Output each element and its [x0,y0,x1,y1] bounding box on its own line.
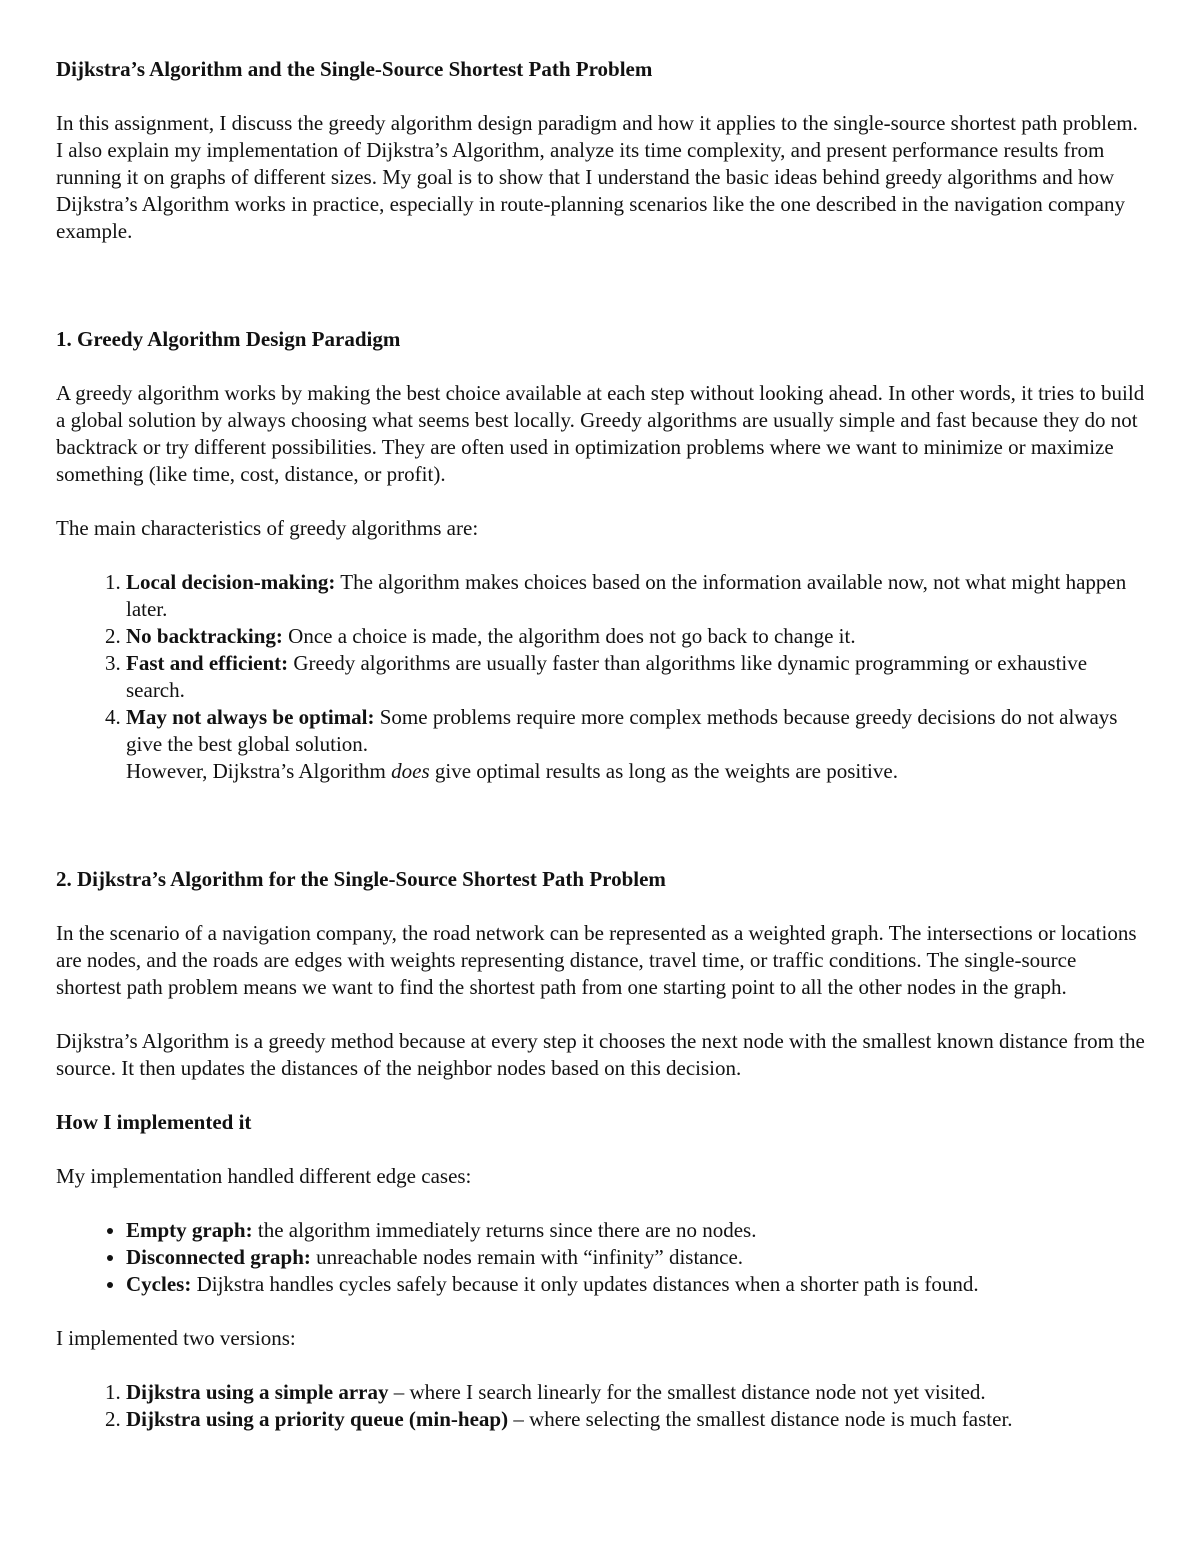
list-item [126,650,1146,704]
list-item [126,1271,1146,1298]
list-item-label: Disconnected graph: [126,1245,311,1269]
list-item [126,704,1146,785]
section-1-heading: 1. Greedy Algorithm Design Paradigm [56,327,401,351]
list-item-text: Some problems require more complex methods because greedy decisions do not always give the best global solution. [126,705,1118,756]
list-item [126,1379,1146,1406]
note-text-emphasis: does [391,759,430,783]
list-item-label: Local decision-making: [126,570,336,594]
list-item-text: – where I search linearly for the smallest distance node not yet visited. [388,1380,986,1404]
implementation-versions-list [56,1379,1146,1433]
section-1-paragraph-2: The main characteristics of greedy algorithms are: [56,516,479,540]
edge-cases-list [56,1217,1146,1298]
list-item-text: – where selecting the smallest distance node is much faster. [508,1407,1013,1431]
intro-paragraph: In this assignment, I discuss the greedy algorithm design paradigm and how it applies to the single-source shortest path problem. I also explain my implementation of Dijkstra’s Algorithm, analyze its time complexity, and present performance results from running it on graphs of different sizes. My goal is to show that I understand the basic ideas behind greedy algorithms and how Dijkstra’s Algorithm works in practice, especially in route-planning scenarios like the one described in the navigation company example. [56,111,1138,243]
section-2-paragraph-2: Dijkstra’s Algorithm is a greedy method because at every step it chooses the next node with the smallest known distance from the source. It then updates the distances of the neighbor nodes based on this decision. [56,1029,1145,1080]
implementation-subheading: How I implemented it [56,1110,252,1134]
section-2-heading: 2. Dijkstra’s Algorithm for the Single-Source Shortest Path Problem [56,867,666,891]
list-item-text: Greedy algorithms are usually faster than algorithms like dynamic programming or exhaustive search. [126,651,1088,702]
note-text-pre: However, Dijkstra’s Algorithm [126,759,392,783]
list-item-label: May not always be optimal: [126,705,375,729]
list-item-label: Cycles: [126,1272,192,1296]
list-item-label: Dijkstra using a simple array [126,1380,389,1404]
list-item [126,623,1146,650]
document-title: Dijkstra’s Algorithm and the Single-Source Shortest Path Problem [56,57,653,81]
list-item-text: unreachable nodes remain with “infinity” distance. [310,1245,744,1269]
list-item [126,1217,1146,1244]
list-item [126,1244,1146,1271]
list-item-text: The algorithm makes choices based on the information available now, not what might happen later. [126,570,1127,621]
document-page [56,56,1146,1433]
list-item [126,1406,1146,1433]
section-2-paragraph-1: In the scenario of a navigation company, the road network can be represented as a weighted graph. The intersections or locations are nodes, and the roads are edges with weights representing distance, travel time, or traffic conditions. The single-source shortest path problem means we want to find the shortest path from one starting point to all the other nodes in the graph. [56,921,1137,999]
list-item-text: Once a choice is made, the algorithm does not go back to change it. [282,624,856,648]
list-item-label: Dijkstra using a priority queue (min-heap) [126,1407,509,1431]
list-item [126,569,1146,623]
note-text-post: give optimal results as long as the weights are positive. [429,759,898,783]
list-item-label: No backtracking: [126,624,283,648]
list-item-label: Empty graph: [126,1218,253,1242]
greedy-characteristics-list [56,569,1146,785]
section-1-paragraph-1: A greedy algorithm works by making the best choice available at each step without looking ahead. In other words, it tries to build a global solution by always choosing what seems best locally. Greedy algorithms are usually simple and fast because they do not backtrack or try different possibilities. They are often used in optimization problems where we want to minimize or maximize something (like time, cost, distance, or profit). [56,381,1145,486]
list-item-label: Fast and efficient: [126,651,289,675]
section-2-paragraph-3: My implementation handled different edge cases: [56,1164,472,1188]
section-2-paragraph-4: I implemented two versions: [56,1326,296,1350]
list-item-text: the algorithm immediately returns since there are no nodes. [252,1218,757,1242]
list-item-text: Dijkstra handles cycles safely because it only updates distances when a shorter path is found. [191,1272,979,1296]
